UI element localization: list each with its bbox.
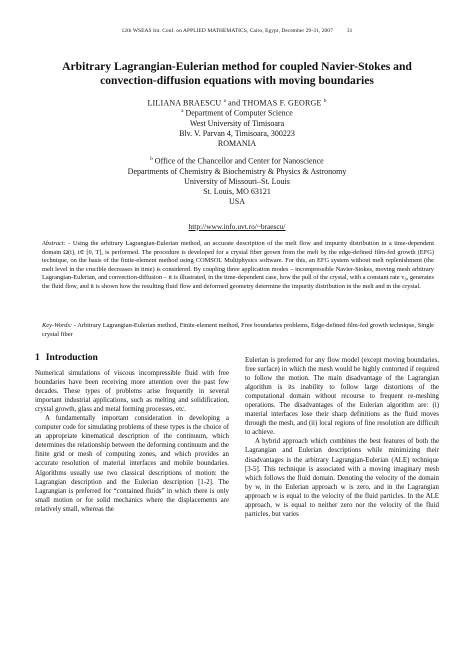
- title-line-1: Arbitrary Lagrangian-Eulerian method for coupled Navier-Stokes and: [62, 60, 412, 73]
- author-1: LILIANA BRAESCU: [147, 98, 222, 108]
- url-link[interactable]: http://www.info.uvt.ro/~braescu/: [188, 222, 286, 231]
- affiliation-a-line: Blv. V. Parvan 4, Timisoara, 300223: [179, 129, 295, 139]
- keywords-label: Key-Words:: [42, 322, 73, 329]
- author-2: THOMAS F. GEORGE: [242, 98, 322, 108]
- keywords: [42, 322, 434, 340]
- affiliation-a-line: West University of Timisoara: [189, 118, 285, 128]
- paragraph: A fundamentally important consideration in developing a computer code for simulating problems of these types is the choice of an appropriate kinematical description of the continuum, which determines the relationship between the deforming continuum and the finite grid or mesh of computing zones, and which provides an accurate resolution of material interfaces and mobile boundaries. Algorithms usually use two classical descriptions of motion: the Lagrangian description and the Eulerian description [1-2]. The Lagrangian is preferred for “contained fluids” in which there is only small motion or for solid mechanics where the displacements are relatively small, whereas the: [35, 415, 229, 513]
- paragraph: Numerical simulations of viscous incompressible fluid with free boundaries have been receiving more attention over the past few decades. These types of problems arise frequently in several important industrial applications, such as melting and solidification, crystal growth, glass and metal forming processes, etc.: [35, 370, 229, 414]
- section-heading: [35, 352, 235, 363]
- paragraph: Eulerian is preferred for any flow model (except moving boundaries, free surface) in which the mesh would be highly contorted if required to follow the motion. The main disadvantage of the Lagrangian algorithm is its inability to follow large distortions of the computational domain without recourse to frequent re-meshing operations. The disadvantages of the Eulerian algorithm are: (i) material interfaces lose their sharp definitions as the fluid moves through the mesh, and (ii) local regions of fine resolution are difficult to achieve.: [245, 357, 439, 437]
- keywords-text: - Arbitrary Lagrangian-Eulerian method, Finite-element method, Free boundaries problems, Edge-defined film-fed growth technique, Single crystal fiber: [42, 322, 434, 338]
- paragraph: A hybrid approach which combines the best features of both the Lagrangian and Eulerian descriptions while minimizing their disadvantages is the arbitrary Lagrangian-Eulerian (ALE) technique [3-5]. This technique is associated with a moving imaginary mesh which follows the fluid domain. Denoting the velocity of the domain by w, in the Eulerian approach w is zero, and in the Lagrangian approach w is equal to the velocity of the fluid particles. In the ALE approach, w is equal to neither zero nor the velocity of the fluid particles, but varies: [245, 438, 439, 518]
- left-column: [35, 369, 229, 514]
- paper-title: [20, 60, 454, 88]
- affiliation-a-line: ROMANIA: [217, 139, 257, 149]
- right-column: [245, 356, 439, 519]
- page-number: 31: [346, 28, 353, 34]
- affiliation-a-mark: a: [181, 109, 184, 114]
- affiliation-a: [0, 107, 474, 149]
- section-number: 1: [35, 352, 40, 363]
- affiliation-b: [0, 155, 474, 208]
- author-url: [0, 222, 474, 231]
- affiliation-b-line: St. Louis, MO 63121: [203, 187, 271, 197]
- title-line-2: convection-diffusion equations with moving boundaries: [100, 74, 374, 87]
- author-2-mark: b: [323, 99, 327, 104]
- running-header: [0, 28, 474, 34]
- affiliation-b-mark: b: [150, 157, 153, 162]
- author-conjunction: and: [225, 98, 243, 108]
- affiliation-a-line: $^a$ Department of Computer Science: [181, 108, 293, 118]
- affiliation-b-line: University of Missouri–St. Louis: [184, 177, 290, 187]
- abstract-text: - Using the arbitrary Lagrangian-Eulerian method, an accurate description of the melt flow and impurity distribution in a time-dependent domain Ω(t), t∈ [0, T], is performed. The procedure is developed for a crystal fiber grown from the melt by the edge-defined film-fed growth (EFG) technique, on the basis of the finite-element method using COMSOL Multiphysics software. For this, an EFG system without melt replenishment (the melt level in the crucible decreases in time) is considered. By coupling three application modes – incompressible Navier-Stokes, moving mesh arbitrary Lagrangian-Eulerian, and convection-diffusion – it is illustrated, in the time-dependent case, how the pull of the crystal, with a constant rate v₀, generates the fluid flow, and it is shown how the resulting fluid flow and deformed geometry determine the impurity distribution in the melt and in the crystal.: [42, 240, 434, 290]
- conference-line: 12th WSEAS Int. Conf. on APPLIED MATHEMATICS, Cairo, Egypt, December 29-31, 2007: [121, 28, 333, 34]
- affiliation-b-line: Departments of Chemistry & Biochemistry & Physics & Astronomy: [127, 166, 347, 176]
- abstract-label: Abstract:: [42, 240, 66, 247]
- affiliation-b-line: $^b$ Office of the Chancellor and Center for Nanoscience: [150, 156, 324, 166]
- section-title: Introduction: [45, 352, 98, 363]
- abstract: [42, 240, 434, 292]
- author-1-mark: a: [223, 99, 226, 104]
- affiliation-b-line: USA: [228, 197, 245, 207]
